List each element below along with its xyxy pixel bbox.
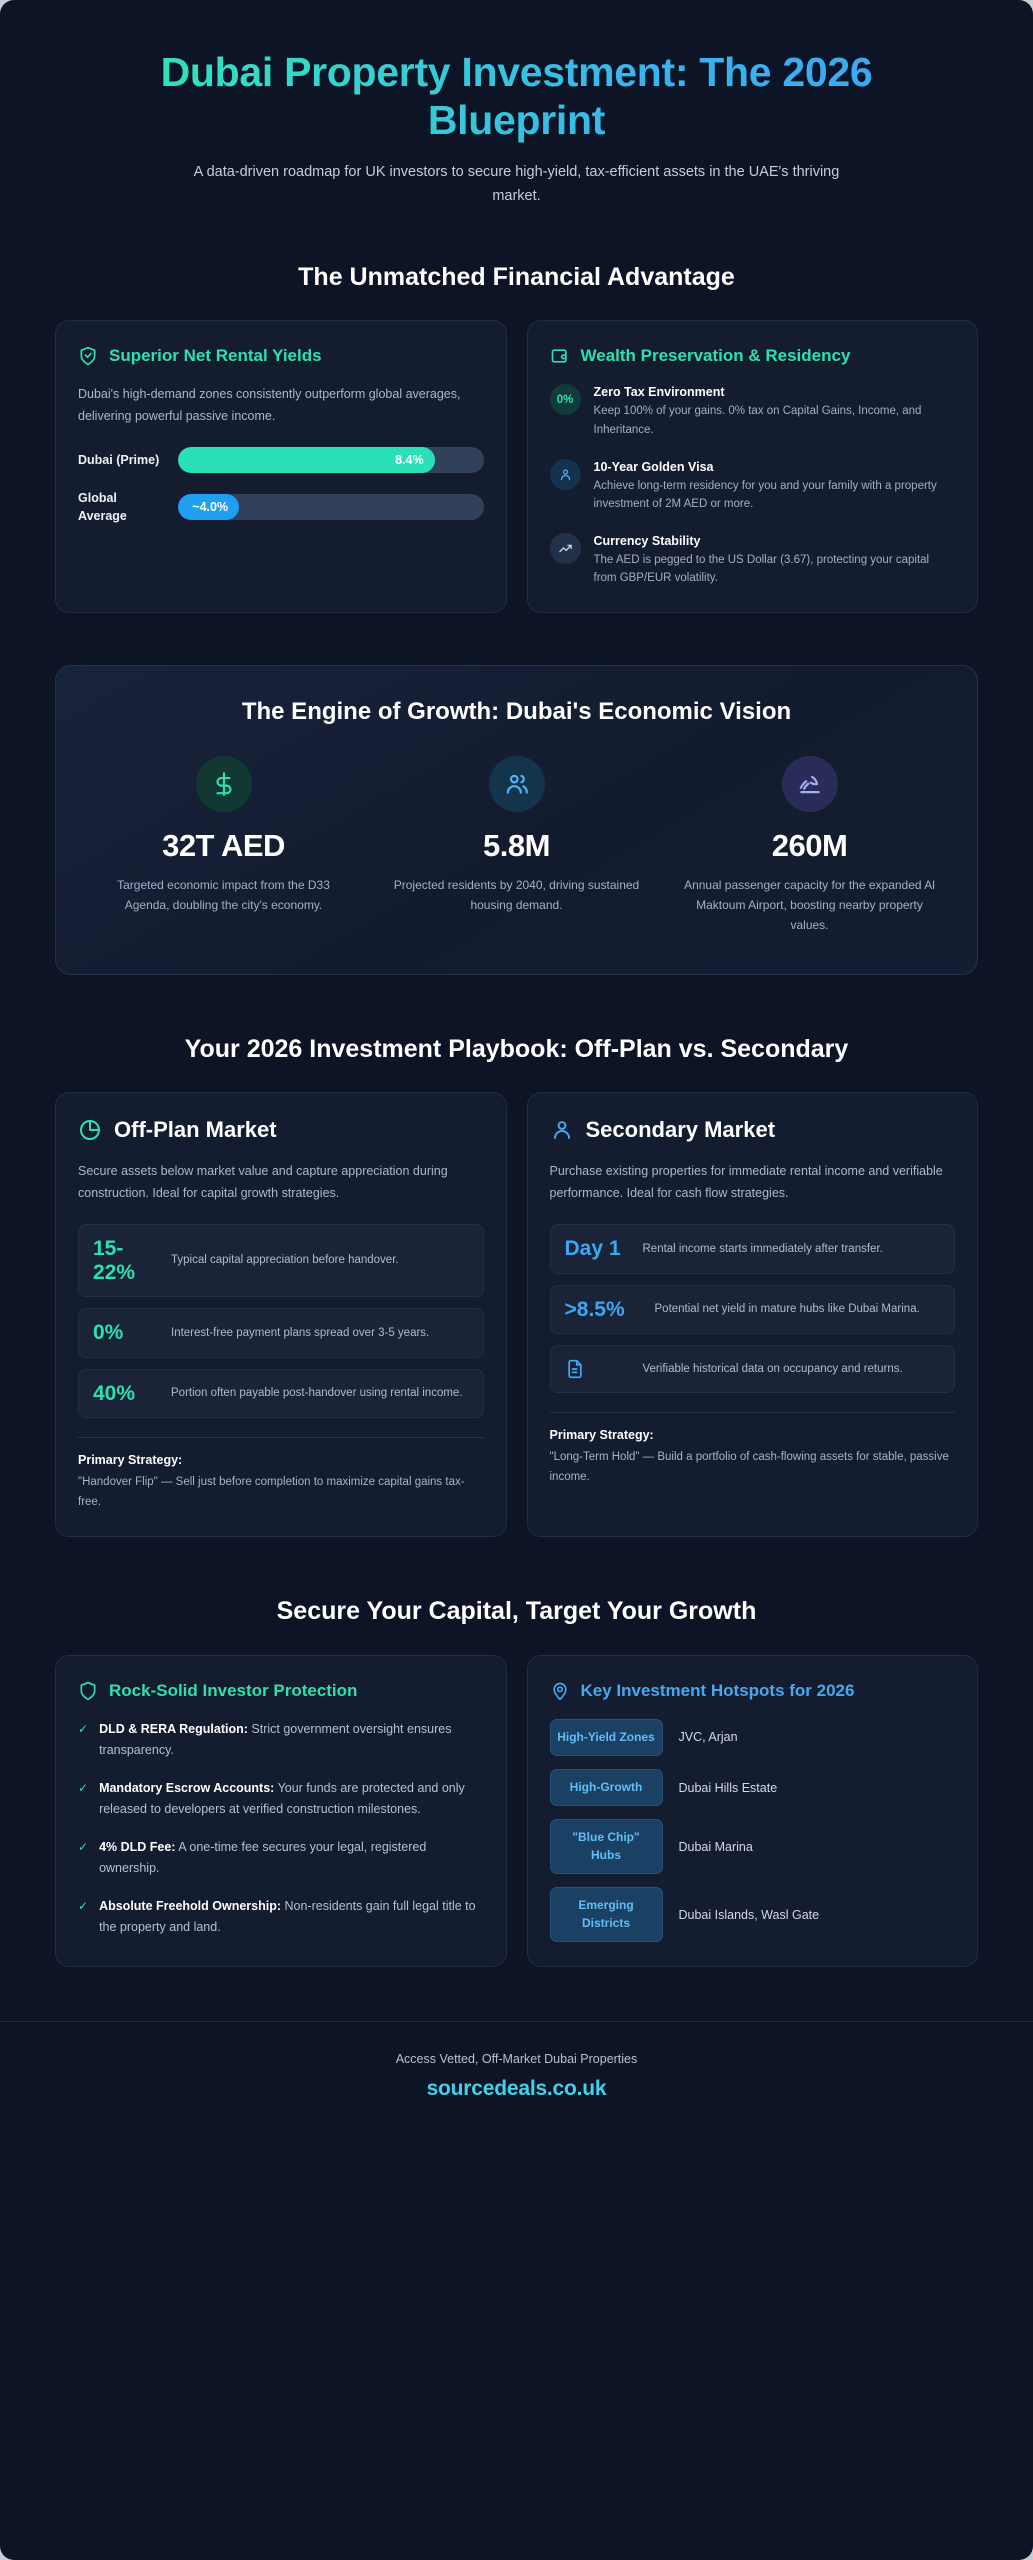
list-item bbox=[78, 1778, 484, 1820]
card-header bbox=[78, 345, 484, 368]
percent-badge: 0% bbox=[550, 384, 581, 415]
stat-text: Annual passenger capacity for the expanded Al Maktoum Airport, boosting nearby property values. bbox=[684, 878, 935, 933]
item-bold: Absolute Freehold Ownership: bbox=[99, 1898, 282, 1913]
stat-item bbox=[377, 756, 656, 935]
pie-chart-icon bbox=[78, 1118, 102, 1142]
footer bbox=[0, 2021, 1033, 2135]
card-header bbox=[550, 345, 956, 368]
stat-grid bbox=[84, 756, 949, 935]
hotspot-row bbox=[550, 1769, 956, 1806]
item-bold: 4% DLD Fee: bbox=[99, 1839, 176, 1854]
strategy-text: "Long-Term Hold" — Build a portfolio of cash-flowing assets for stable, passive income. bbox=[549, 1451, 949, 1483]
stat-text: Rental income starts immediately after transfer. bbox=[642, 1242, 883, 1255]
list-item bbox=[78, 1719, 484, 1761]
card-header bbox=[550, 1680, 956, 1703]
bar-row bbox=[78, 489, 484, 525]
trending-up-icon bbox=[550, 533, 581, 564]
bar-value-label: 8.4% bbox=[395, 453, 424, 468]
check-icon: ✓ bbox=[78, 1839, 89, 1854]
shield-check-icon bbox=[78, 346, 98, 366]
financial-advantage-heading: The Unmatched Financial Advantage bbox=[298, 262, 735, 291]
playbook-section bbox=[0, 1092, 1033, 1537]
feature-text: Keep 100% of your gains. 0% tax on Capital Gains, Income, and Inheritance. bbox=[593, 405, 922, 436]
stat-line bbox=[78, 1369, 484, 1419]
hotspot-list bbox=[550, 1719, 956, 1942]
bar-label: Global Average bbox=[78, 491, 127, 524]
hotspot-name: JVC, Arjan bbox=[678, 1730, 738, 1745]
feature-item bbox=[550, 533, 956, 588]
check-icon: ✓ bbox=[78, 1898, 89, 1913]
stat-key: Day 1 bbox=[564, 1237, 621, 1261]
stat-key: >8.5% bbox=[564, 1297, 625, 1321]
item-bold: DLD & RERA Regulation: bbox=[99, 1721, 248, 1736]
strategy-label: Primary Strategy: bbox=[549, 1428, 654, 1443]
off-plan-market-card bbox=[55, 1092, 507, 1537]
feature-title: Zero Tax Environment bbox=[593, 385, 725, 400]
feature-title: 10-Year Golden Visa bbox=[593, 459, 714, 474]
page-subtitle: A data-driven roadmap for UK investors to secure high-yield, tax-efficient assets in the UAE's thriving market. bbox=[193, 163, 840, 204]
user-icon bbox=[550, 459, 581, 490]
playbook-heading: Your 2026 Investment Playbook: Off-Plan vs. Secondary bbox=[184, 1034, 849, 1063]
off-plan-stat-list bbox=[78, 1224, 484, 1418]
hotspot-badge: High-Yield Zones bbox=[550, 1719, 663, 1756]
protection-list bbox=[78, 1719, 484, 1938]
user-icon bbox=[550, 1118, 574, 1142]
document-icon bbox=[565, 1358, 629, 1380]
shield-icon bbox=[78, 1681, 98, 1701]
hotspot-row bbox=[550, 1719, 956, 1756]
feature-text: The AED is pegged to the US Dollar (3.67), protecting your capital from GBP/EUR volatility. bbox=[593, 553, 930, 585]
check-icon: ✓ bbox=[78, 1721, 89, 1736]
bar-track bbox=[178, 447, 484, 473]
check-icon: ✓ bbox=[78, 1780, 89, 1795]
users-icon bbox=[489, 756, 545, 812]
stat-line bbox=[78, 1308, 484, 1358]
engine-of-growth-section bbox=[0, 665, 1033, 974]
stat-text: Verifiable historical data on occupancy and returns. bbox=[642, 1362, 903, 1375]
bar-row bbox=[78, 447, 484, 473]
hotspot-name: Dubai Marina bbox=[678, 1839, 753, 1854]
card-header bbox=[78, 1117, 484, 1143]
stat-line bbox=[550, 1224, 956, 1274]
engine-card bbox=[55, 665, 978, 974]
wealth-feature-list bbox=[550, 384, 956, 588]
stat-text: Projected residents by 2040, driving sustained housing demand. bbox=[393, 878, 640, 913]
stat-text: Interest-free payment plans spread over 3-5 years. bbox=[171, 1326, 430, 1339]
wallet-icon bbox=[550, 346, 570, 366]
feature-item bbox=[550, 384, 956, 439]
stat-key: 0% bbox=[93, 1321, 124, 1345]
stat-line bbox=[550, 1345, 956, 1393]
bar-label: Dubai (Prime) bbox=[78, 453, 160, 468]
item-text: Strict government oversight ensures transparency. bbox=[99, 1721, 452, 1757]
stat-item bbox=[670, 756, 949, 935]
header bbox=[0, 0, 1033, 209]
bar-track bbox=[178, 494, 484, 520]
card-title: Superior Net Rental Yields bbox=[109, 346, 322, 366]
stat-key: 15-22% bbox=[93, 1237, 136, 1284]
hotspot-badge: "Blue Chip" Hubs bbox=[550, 1819, 663, 1874]
stat-value: 5.8M bbox=[483, 828, 550, 864]
stat-value: 32T AED bbox=[162, 828, 285, 864]
footer-note: Access Vetted, Off-Market Dubai Properties bbox=[395, 2051, 638, 2066]
card-title: Key Investment Hotspots for 2026 bbox=[580, 1680, 855, 1700]
secondary-stat-list bbox=[550, 1224, 956, 1393]
card-title: Rock-Solid Investor Protection bbox=[109, 1680, 358, 1700]
hotspot-row bbox=[550, 1887, 956, 1942]
hotspot-badge: Emerging Districts bbox=[550, 1887, 663, 1942]
secondary-market-card bbox=[527, 1092, 979, 1537]
card-description: Purchase existing properties for immediate rental income and verifiable performance. Ideal for cash flow strategies. bbox=[549, 1164, 943, 1200]
engine-title: The Engine of Growth: Dubai's Economic Vision bbox=[241, 698, 792, 726]
list-item bbox=[78, 1837, 484, 1879]
divider bbox=[550, 1412, 956, 1413]
card-header bbox=[78, 1680, 484, 1703]
hotspot-badge: High-Growth bbox=[550, 1769, 663, 1806]
stat-line bbox=[78, 1224, 484, 1297]
stat-line bbox=[550, 1285, 956, 1335]
card-header bbox=[550, 1117, 956, 1143]
superior-yields-card bbox=[55, 320, 507, 613]
plane-takeoff-icon bbox=[782, 756, 838, 812]
strategy-label: Primary Strategy: bbox=[78, 1453, 183, 1468]
list-item bbox=[78, 1896, 484, 1938]
stat-text: Portion often payable post-handover using rental income. bbox=[171, 1387, 463, 1400]
feature-title: Currency Stability bbox=[593, 533, 701, 548]
secure-capital-section bbox=[0, 1655, 1033, 1967]
hotspot-name: Dubai Islands, Wasl Gate bbox=[678, 1907, 820, 1922]
card-description: Dubai's high-demand zones consistently outperform global averages, delivering powerful passive income. bbox=[78, 387, 461, 423]
bar-fill bbox=[178, 494, 239, 520]
hotspot-name: Dubai Hills Estate bbox=[678, 1780, 778, 1795]
secure-capital-heading: Secure Your Capital, Target Your Growth bbox=[276, 1596, 757, 1625]
card-title: Secondary Market bbox=[585, 1117, 776, 1143]
hotspot-row bbox=[550, 1819, 956, 1874]
item-text: Non-residents gain full legal title to the property and land. bbox=[99, 1898, 476, 1934]
rental-yield-bar-chart bbox=[78, 447, 484, 525]
stat-text: Potential net yield in mature hubs like Dubai Marina. bbox=[654, 1303, 920, 1316]
card-title: Off-Plan Market bbox=[114, 1117, 277, 1143]
bar-value-label: ~4.0% bbox=[192, 500, 229, 515]
investment-hotspots-card bbox=[527, 1655, 979, 1967]
bar-fill bbox=[178, 447, 435, 473]
card-title: Wealth Preservation & Residency bbox=[580, 346, 851, 366]
stat-text: Typical capital appreciation before handover. bbox=[171, 1254, 399, 1267]
card-description: Secure assets below market value and capture appreciation during construction. Ideal for capital growth strategies. bbox=[78, 1164, 448, 1200]
feature-item bbox=[550, 459, 956, 514]
strategy-text: "Handover Flip" — Sell just before completion to maximize capital gains tax-free. bbox=[78, 1476, 465, 1508]
item-bold: Mandatory Escrow Accounts: bbox=[99, 1780, 275, 1795]
financial-advantage-section bbox=[0, 320, 1033, 613]
footer-url[interactable]: sourcedeals.co.uk bbox=[426, 2076, 607, 2100]
stat-text: Targeted economic impact from the D33 Agenda, doubling the city's economy. bbox=[117, 878, 330, 913]
stat-key: 40% bbox=[93, 1381, 136, 1405]
investor-protection-card bbox=[55, 1655, 507, 1967]
feature-text: Achieve long-term residency for you and your family with a property investment of 2M AED or more. bbox=[593, 479, 937, 511]
stat-value: 260M bbox=[771, 828, 848, 864]
wealth-preservation-card bbox=[527, 320, 979, 613]
dollar-icon bbox=[196, 756, 252, 812]
page-title: Dubai Property Investment: The 2026 Blueprint bbox=[55, 48, 978, 145]
stat-item bbox=[84, 756, 363, 935]
map-pin-icon bbox=[550, 1681, 570, 1701]
divider bbox=[78, 1437, 484, 1438]
item-text: Your funds are protected and only released to developers at verified construction milestones. bbox=[99, 1780, 465, 1816]
item-text: A one-time fee secures your legal, registered ownership. bbox=[99, 1839, 427, 1875]
